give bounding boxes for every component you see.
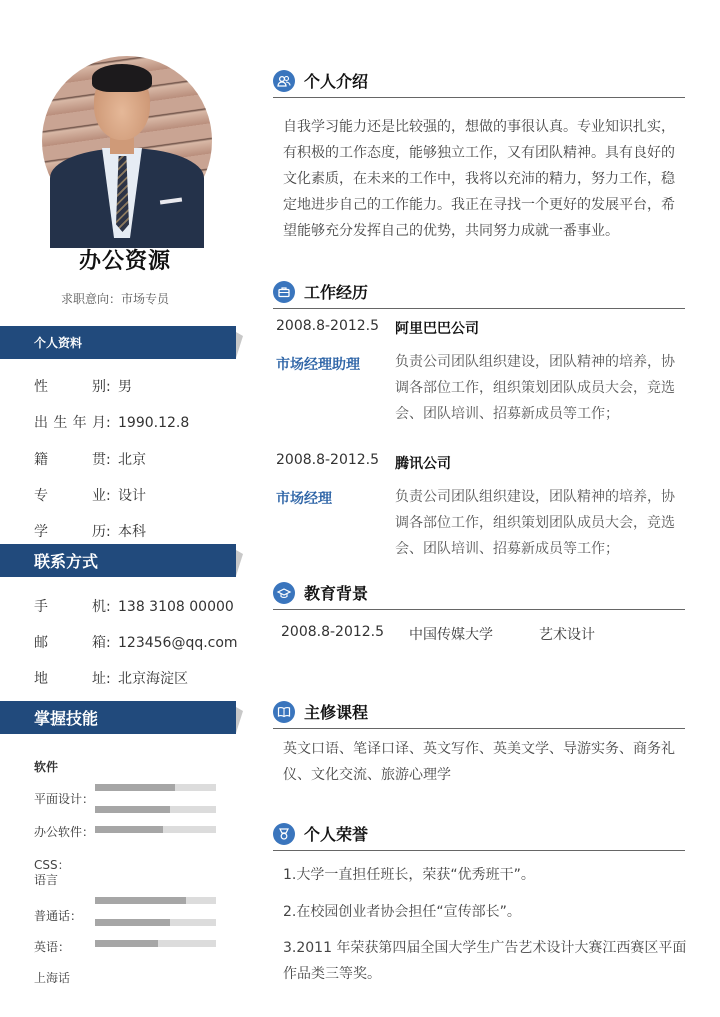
job-1-position: 市场经理助理 <box>276 357 360 373</box>
education-section-header <box>273 576 685 610</box>
skill-bar-office <box>95 826 216 833</box>
courses-text: 英文口语、笔译口译、英文写作、英美文学、导游实务、商务礼仪、文化交流、旅游心理学 <box>283 741 675 783</box>
courses-section-header <box>273 695 685 729</box>
job-2-description: 负责公司团队组织建设，团队精神的培养，协调各部位工作，组织策划团队成员大会，竞选会、团队培训、招募新成员等工作； <box>395 489 675 557</box>
info-row-gender: 性别: 男 <box>34 379 132 395</box>
info-row-hometown: 籍贯: 北京 <box>34 452 146 468</box>
intro-section-header <box>273 64 685 98</box>
contact-list <box>0 580 240 687</box>
skills-header <box>0 701 236 734</box>
language-label-english: 英语： <box>34 940 71 954</box>
job-2-company: 腾讯公司 <box>395 456 451 472</box>
skill-label-office: 办公软件： <box>34 825 95 839</box>
skill-label-graphic-design: 平面设计： <box>34 792 95 806</box>
language-bar-mandarin <box>95 897 216 904</box>
language-label-mandarin: 普通话： <box>34 909 83 923</box>
job-1-company: 阿里巴巴公司 <box>395 321 479 337</box>
skill-bar-2 <box>95 806 216 813</box>
education-title: 教育背景 <box>304 584 369 603</box>
job-2-position: 市场经理 <box>276 491 332 507</box>
education-row <box>281 624 595 644</box>
language-heading: 语言 <box>34 873 59 887</box>
personal-info-header <box>0 326 236 359</box>
avatar-photo <box>42 56 212 226</box>
honor-item-3: 3.2011 年荣获第四届全国大学生广告艺术设计大赛江西赛区平面作品类三等奖。 <box>283 940 687 982</box>
job-1-description: 负责公司团队组织建设，团队精神的培养，协调各部位工作，组织策划团队成员大会，竞选会、团队培训、招募新成员等工作； <box>395 354 675 422</box>
job-intent-value: 市场专员 <box>121 292 170 306</box>
work-section-header <box>273 275 685 309</box>
skill-label-css: CSS： <box>34 858 70 872</box>
briefcase-icon <box>273 281 295 303</box>
info-row-birth: 出生年月: 1990.12.8 <box>34 415 190 431</box>
honors-section-header <box>273 817 685 851</box>
intro-title: 个人介绍 <box>304 72 369 91</box>
candidate-name: 办公资源 <box>78 249 171 274</box>
intro-text: 自我学习能力还是比较强的，想做的事很认真。专业知识扎实，有积极的工作态度，能够独立工作，又有团队精神。具有良好的文化素质，在未来的工作中，我将以充沛的精力，努力工作，稳定地进步自己的工作能力。我正在寻找一个更好的发展平台，希望能够充分发挥自己的优势，共同努力成就一番事业。 <box>283 119 675 239</box>
skills-title: 掌握技能 <box>34 709 99 728</box>
honors-title: 个人荣誉 <box>304 825 369 844</box>
honor-item-2: 2.在校园创业者协会担任“宣传部长”。 <box>283 904 521 920</box>
language-bar-2 <box>95 919 216 926</box>
contact-row-address: 地址: 北京海淀区 <box>34 671 188 687</box>
job-1-date: 2008.8-2012.5 <box>276 318 380 334</box>
software-heading: 软件 <box>34 760 59 774</box>
job-2-date: 2008.8-2012.5 <box>276 452 380 468</box>
honor-item-1: 1.大学一直担任班长，荣获“优秀班干”。 <box>283 867 535 883</box>
book-icon <box>273 701 295 723</box>
job-intent <box>0 290 230 307</box>
language-label-shanghainese: 上海话 <box>34 971 71 985</box>
education-date: 2008.8-2012.5 <box>281 624 385 640</box>
medal-icon <box>273 823 295 845</box>
job-intent-label: 求职意向： <box>60 292 121 306</box>
contact-row-email: 邮箱: 123456@qq.com <box>34 635 238 651</box>
contact-header <box>0 544 236 577</box>
skill-bar-graphic-design <box>95 784 216 791</box>
software-skills <box>0 750 240 872</box>
education-school: 中国传媒大学 <box>409 627 493 643</box>
contact-row-phone: 手机: 138 3108 00000 <box>34 599 234 615</box>
work-title: 工作经历 <box>304 283 369 302</box>
language-bar-english <box>95 940 216 947</box>
education-major: 艺术设计 <box>539 627 595 643</box>
personal-info-title: 个人资料 <box>34 336 83 350</box>
contact-title: 联系方式 <box>34 552 99 571</box>
courses-title: 主修课程 <box>304 703 369 722</box>
language-skills <box>0 865 240 985</box>
info-row-degree: 学历: 本科 <box>34 524 146 540</box>
info-row-major: 专业: 设计 <box>34 488 146 504</box>
personal-info-list <box>0 360 240 540</box>
graduation-cap-icon <box>273 582 295 604</box>
user-group-icon <box>273 70 295 92</box>
left-sidebar <box>0 0 250 1017</box>
